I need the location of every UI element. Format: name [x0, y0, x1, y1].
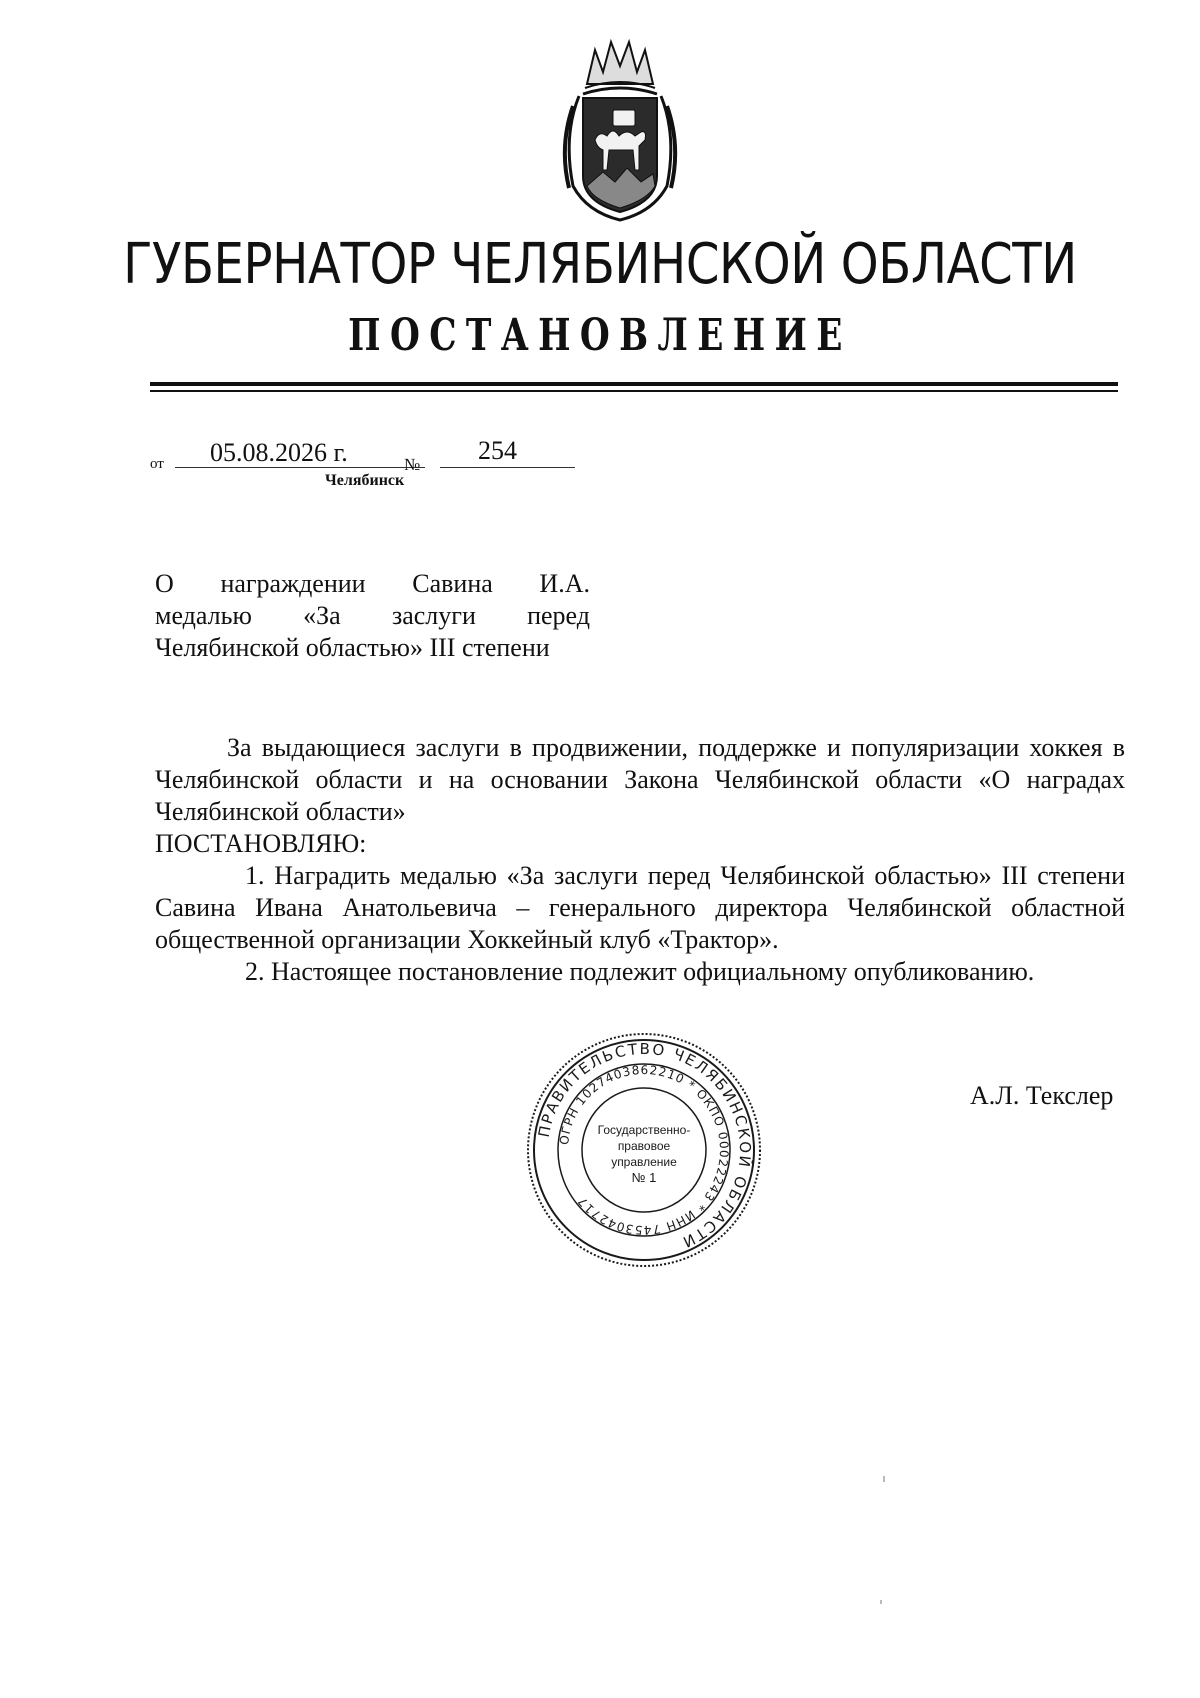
stamp-center-line: управление: [611, 1155, 677, 1169]
number-prefix: №: [404, 455, 421, 474]
decree-heading: ПОСТАНОВЛЯЮ:: [155, 829, 367, 858]
header-rule-thick: [150, 382, 1118, 386]
stamp-center-line: Государственно-: [597, 1123, 691, 1137]
number-underline: [440, 467, 575, 468]
header-rule-thin: [150, 390, 1118, 392]
document-subject: [155, 568, 590, 664]
scan-speck: [883, 1476, 885, 1482]
issue-city: Челябинск: [325, 472, 405, 489]
decree-item-2: 2. Настоящее постановление подлежит официальному опубликованию.: [245, 957, 1035, 986]
document-type-title: ПОСТАНОВЛЕНИЕ: [348, 310, 852, 361]
stamp-center-line: правовое: [617, 1139, 671, 1153]
basis-paragraph: За выдающиеся заслуги в продвижении, поддержке и популяризации хоккея в Челябинской области и на основании Закона Челябинской области «О наградах Челябинской области»: [155, 733, 1125, 826]
issuing-authority-title: ГУБЕРНАТОР ЧЕЛЯБИНСКОЙ ОБЛАСТИ: [123, 232, 1077, 297]
document-number: 254: [478, 436, 517, 465]
decree-item-1: 1. Наградить медалью «За заслуги перед Челябинской областью» III степени Савина Ивана Анатольевича – генерального директора Челябинской областной общественной организации Хоккейный клуб «Трактор».: [155, 861, 1125, 954]
stamp-outer-text: ПРАВИТЕЛЬСТВО ЧЕЛЯБИНСКОЙ ОБЛАСТИ: [534, 1039, 755, 1252]
date-prefix: от: [150, 456, 164, 472]
official-stamp: [524, 1030, 764, 1270]
stamp-center-line: № 1: [631, 1170, 657, 1185]
document-date: 05.08.2026 г.: [210, 438, 348, 467]
subject-line: медалью «За заслуги перед: [155, 601, 590, 630]
signer-name: А.Л. Текслер: [970, 1081, 1114, 1110]
subject-line: Челябинской областью» III степени: [155, 633, 550, 662]
scan-speck: [880, 1600, 882, 1604]
coat-of-arms-icon: [557, 36, 683, 222]
stamp-middle-text: ОГРН 1027403862210 * ОКПО 00022243 * ИНН 7453042717: [557, 1062, 732, 1238]
subject-line: О награждении Савина И.А.: [155, 569, 590, 598]
